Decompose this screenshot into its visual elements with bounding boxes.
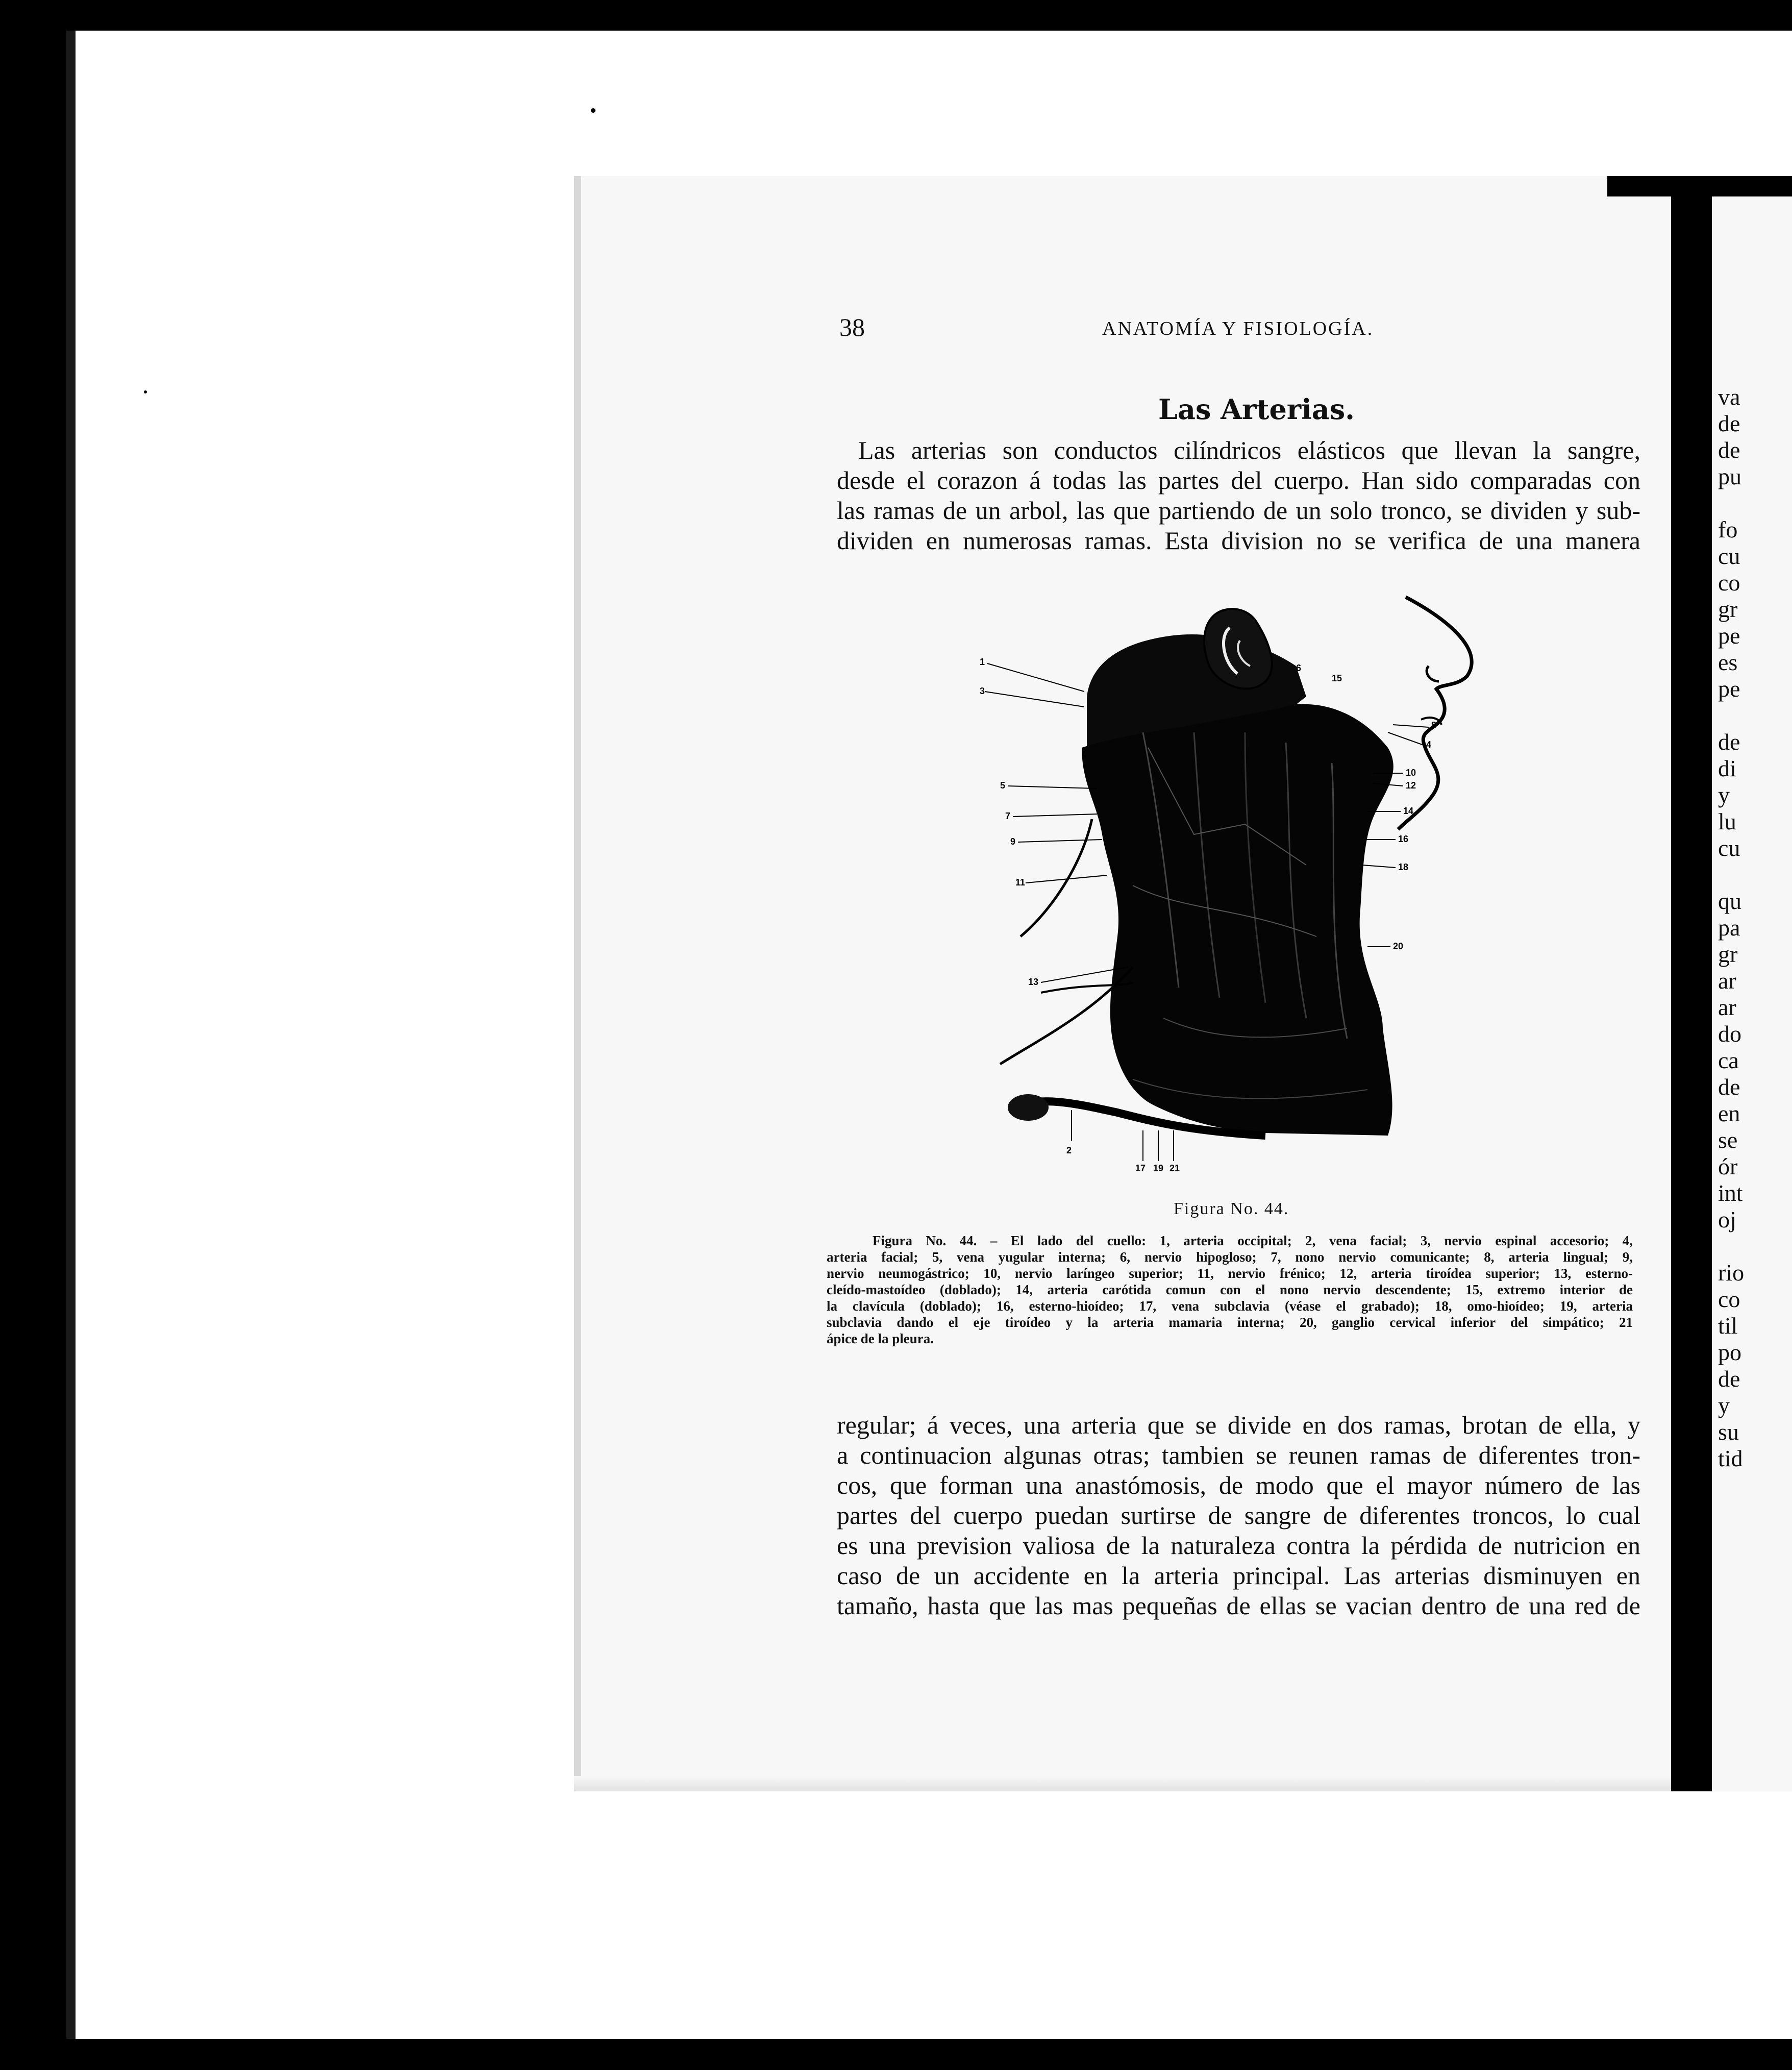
facing-page-text-fragment: po bbox=[1718, 1339, 1741, 1365]
figure-callout: 14 bbox=[1403, 806, 1414, 816]
facing-page-text-fragment: co bbox=[1718, 570, 1740, 596]
caption-line: subclavia dando el eje tiroídeo y la arteria mamaria interna; 20, ganglio cervical inferior del simpático; 21 bbox=[827, 1315, 1633, 1330]
figure-callout: 3 bbox=[980, 686, 985, 696]
caption-line: la clavícula (doblado); 16, esterno-hioídeo; 17, vena subclavia (véase el grabado); 18, omo-hioídeo; 19, arteria bbox=[827, 1298, 1633, 1314]
text-line: partes del cuerpo puedan surtirse de sangre de diferentes troncos, lo cual bbox=[837, 1501, 1640, 1530]
facing-page-text-fragment: es bbox=[1718, 649, 1738, 675]
figure-callout: 4 bbox=[1426, 740, 1432, 750]
facing-page-text-fragment: pa bbox=[1718, 915, 1740, 941]
facing-page-text-fragment: se bbox=[1718, 1127, 1738, 1153]
figure-callout: 8 bbox=[1431, 720, 1437, 730]
facing-page-text-fragment: fo bbox=[1718, 516, 1738, 543]
facing-page-gutter bbox=[1671, 196, 1712, 1791]
scan-frame-left-inner bbox=[66, 31, 76, 2052]
scan-frame-left bbox=[0, 0, 66, 2070]
figure-callout: 6 bbox=[1296, 663, 1302, 673]
caption-line: arteria facial; 5, vena yugular interna; 6, nervio hipogloso; 7, nono nervio comunicante; 8, arteria lingual; 9, bbox=[827, 1249, 1633, 1265]
figure-callout: 13 bbox=[1028, 977, 1039, 987]
facing-page-text-fragment: de bbox=[1718, 410, 1740, 436]
text-line: tamaño, hasta que las mas pequeñas de ellas se vacian dentro de una red de bbox=[837, 1591, 1640, 1620]
facing-page-text-fragment: gr bbox=[1718, 596, 1738, 622]
facing-page-text-fragment: de bbox=[1718, 1366, 1740, 1392]
figure-callout: 18 bbox=[1398, 862, 1409, 872]
figure-callout: 7 bbox=[1005, 811, 1011, 821]
facing-page-text-fragment: co bbox=[1718, 1286, 1740, 1312]
neck-anatomy-figure bbox=[980, 579, 1531, 1181]
facing-page-text-fragment: en bbox=[1718, 1100, 1740, 1126]
facing-page-text-fragment: di bbox=[1718, 755, 1736, 781]
text-line: es una prevision valiosa de la naturaleza contra la pérdida de nutricion en bbox=[837, 1531, 1640, 1560]
scan-frame-top bbox=[0, 0, 1792, 31]
facing-page-text-fragment: de bbox=[1718, 437, 1740, 463]
figure-callout: 2 bbox=[1066, 1145, 1072, 1155]
figure-callout: 1 bbox=[980, 657, 985, 667]
scan-frame-bottom bbox=[0, 2039, 1792, 2070]
running-head: ANATOMÍA Y FISIOLOGÍA. bbox=[1102, 318, 1374, 339]
facing-page-text-fragment: pe bbox=[1718, 676, 1740, 702]
facing-page-text-fragment: qu bbox=[1718, 888, 1741, 914]
figure-callout: 20 bbox=[1393, 941, 1404, 951]
figure-callout: 10 bbox=[1406, 768, 1416, 778]
text-line: Las arterias son conductos cilíndricos elásticos que llevan la sangre, bbox=[858, 436, 1640, 464]
figure-callout: 17 bbox=[1135, 1163, 1146, 1173]
facing-page-text-fragment: y bbox=[1718, 1392, 1730, 1418]
figure-callout: 15 bbox=[1332, 673, 1342, 683]
section-title: Las Arterias. bbox=[1158, 393, 1355, 426]
facing-page-text-fragment: til bbox=[1718, 1313, 1738, 1339]
paragraph-intro bbox=[837, 435, 1640, 556]
facing-page-text-fragment: int bbox=[1718, 1180, 1743, 1206]
page-number: 38 bbox=[839, 313, 865, 341]
page-edge-shadow bbox=[574, 1776, 1679, 1791]
figure-callout: 19 bbox=[1153, 1163, 1164, 1173]
caption-line: Figura No. 44. – El lado del cuello: 1, arteria occipital; 2, vena facial; 3, nervio espinal accesorio; 4, bbox=[873, 1233, 1633, 1248]
facing-page-text-fragment: de bbox=[1718, 1074, 1740, 1100]
facing-page-text-fragment: va bbox=[1718, 384, 1740, 410]
paragraph-continuation bbox=[837, 1410, 1640, 1621]
text-line: cos, que forman una anastómosis, de modo que el mayor número de las bbox=[837, 1471, 1640, 1499]
text-line: regular; á veces, una arteria que se divide en dos ramas, brotan de ella, y bbox=[837, 1411, 1640, 1439]
figure-callout: 11 bbox=[1015, 877, 1026, 888]
speck bbox=[144, 390, 147, 393]
text-line: desde el corazon á todas las partes del cuerpo. Han sido comparadas con bbox=[837, 466, 1640, 495]
facing-page-text-fragment: pu bbox=[1718, 463, 1741, 489]
neck-anatomy-illustration bbox=[980, 579, 1531, 1181]
facing-page-text-fragment: pe bbox=[1718, 623, 1740, 649]
facing-page-text-fragment: ar bbox=[1718, 994, 1736, 1020]
text-line: caso de un accidente en la arteria principal. Las arterias disminuyen en bbox=[837, 1561, 1640, 1590]
figure-caption bbox=[827, 1233, 1633, 1347]
facing-page-text-fragment: oj bbox=[1718, 1206, 1736, 1233]
facing-page-text-fragment: rio bbox=[1718, 1260, 1745, 1286]
facing-page-text-fragment: gr bbox=[1718, 941, 1738, 967]
figure-callout: 21 bbox=[1169, 1163, 1180, 1173]
facing-page bbox=[1712, 196, 1792, 1791]
figure-callout: 12 bbox=[1406, 780, 1416, 791]
figure-label: Figura No. 44. bbox=[1174, 1199, 1289, 1218]
text-line: dividen en numerosas ramas. Esta division no se verifica de una manera bbox=[837, 526, 1640, 555]
facing-page-text-fragment: cu bbox=[1718, 835, 1740, 861]
facing-page-text-fragment: lu bbox=[1718, 808, 1736, 834]
speck bbox=[591, 108, 595, 113]
facing-page-text-fragment: do bbox=[1718, 1021, 1741, 1047]
figure-callout: 16 bbox=[1398, 834, 1409, 844]
facing-page-text-fragment: ór bbox=[1718, 1153, 1738, 1179]
text-line: a continuacion algunas otras; tambien se reunen ramas de diferentes tron- bbox=[837, 1441, 1640, 1469]
facing-page-text-fragment: ar bbox=[1718, 968, 1736, 994]
facing-page-text-fragment: de bbox=[1718, 729, 1740, 755]
figure-callout: 9 bbox=[1010, 836, 1016, 847]
facing-page-text-fragment: su bbox=[1718, 1419, 1739, 1445]
caption-line: cleído-mastoídeo (doblado); 14, arteria carótida comun con el nono nervio descendente; 15, extremo interior de bbox=[827, 1282, 1633, 1297]
caption-line: ápice de la pleura. bbox=[827, 1331, 934, 1346]
facing-page-edge-top bbox=[1607, 176, 1792, 196]
facing-page-text-fragment: y bbox=[1718, 782, 1730, 808]
caption-line: nervio neumogástrico; 10, nervio laríngeo superior; 11, nervio frénico; 12, arteria tiroídea superior; 13, esterno- bbox=[827, 1266, 1633, 1281]
facing-page-text-fragment: ca bbox=[1718, 1047, 1739, 1073]
facing-page-text-fragment: tid bbox=[1718, 1445, 1743, 1471]
facing-page-text-fragment: cu bbox=[1718, 543, 1740, 569]
figure-callout: 5 bbox=[1000, 780, 1006, 791]
text-line: las ramas de un arbol, las que partiendo de un solo tronco, se dividen y sub- bbox=[837, 496, 1640, 525]
